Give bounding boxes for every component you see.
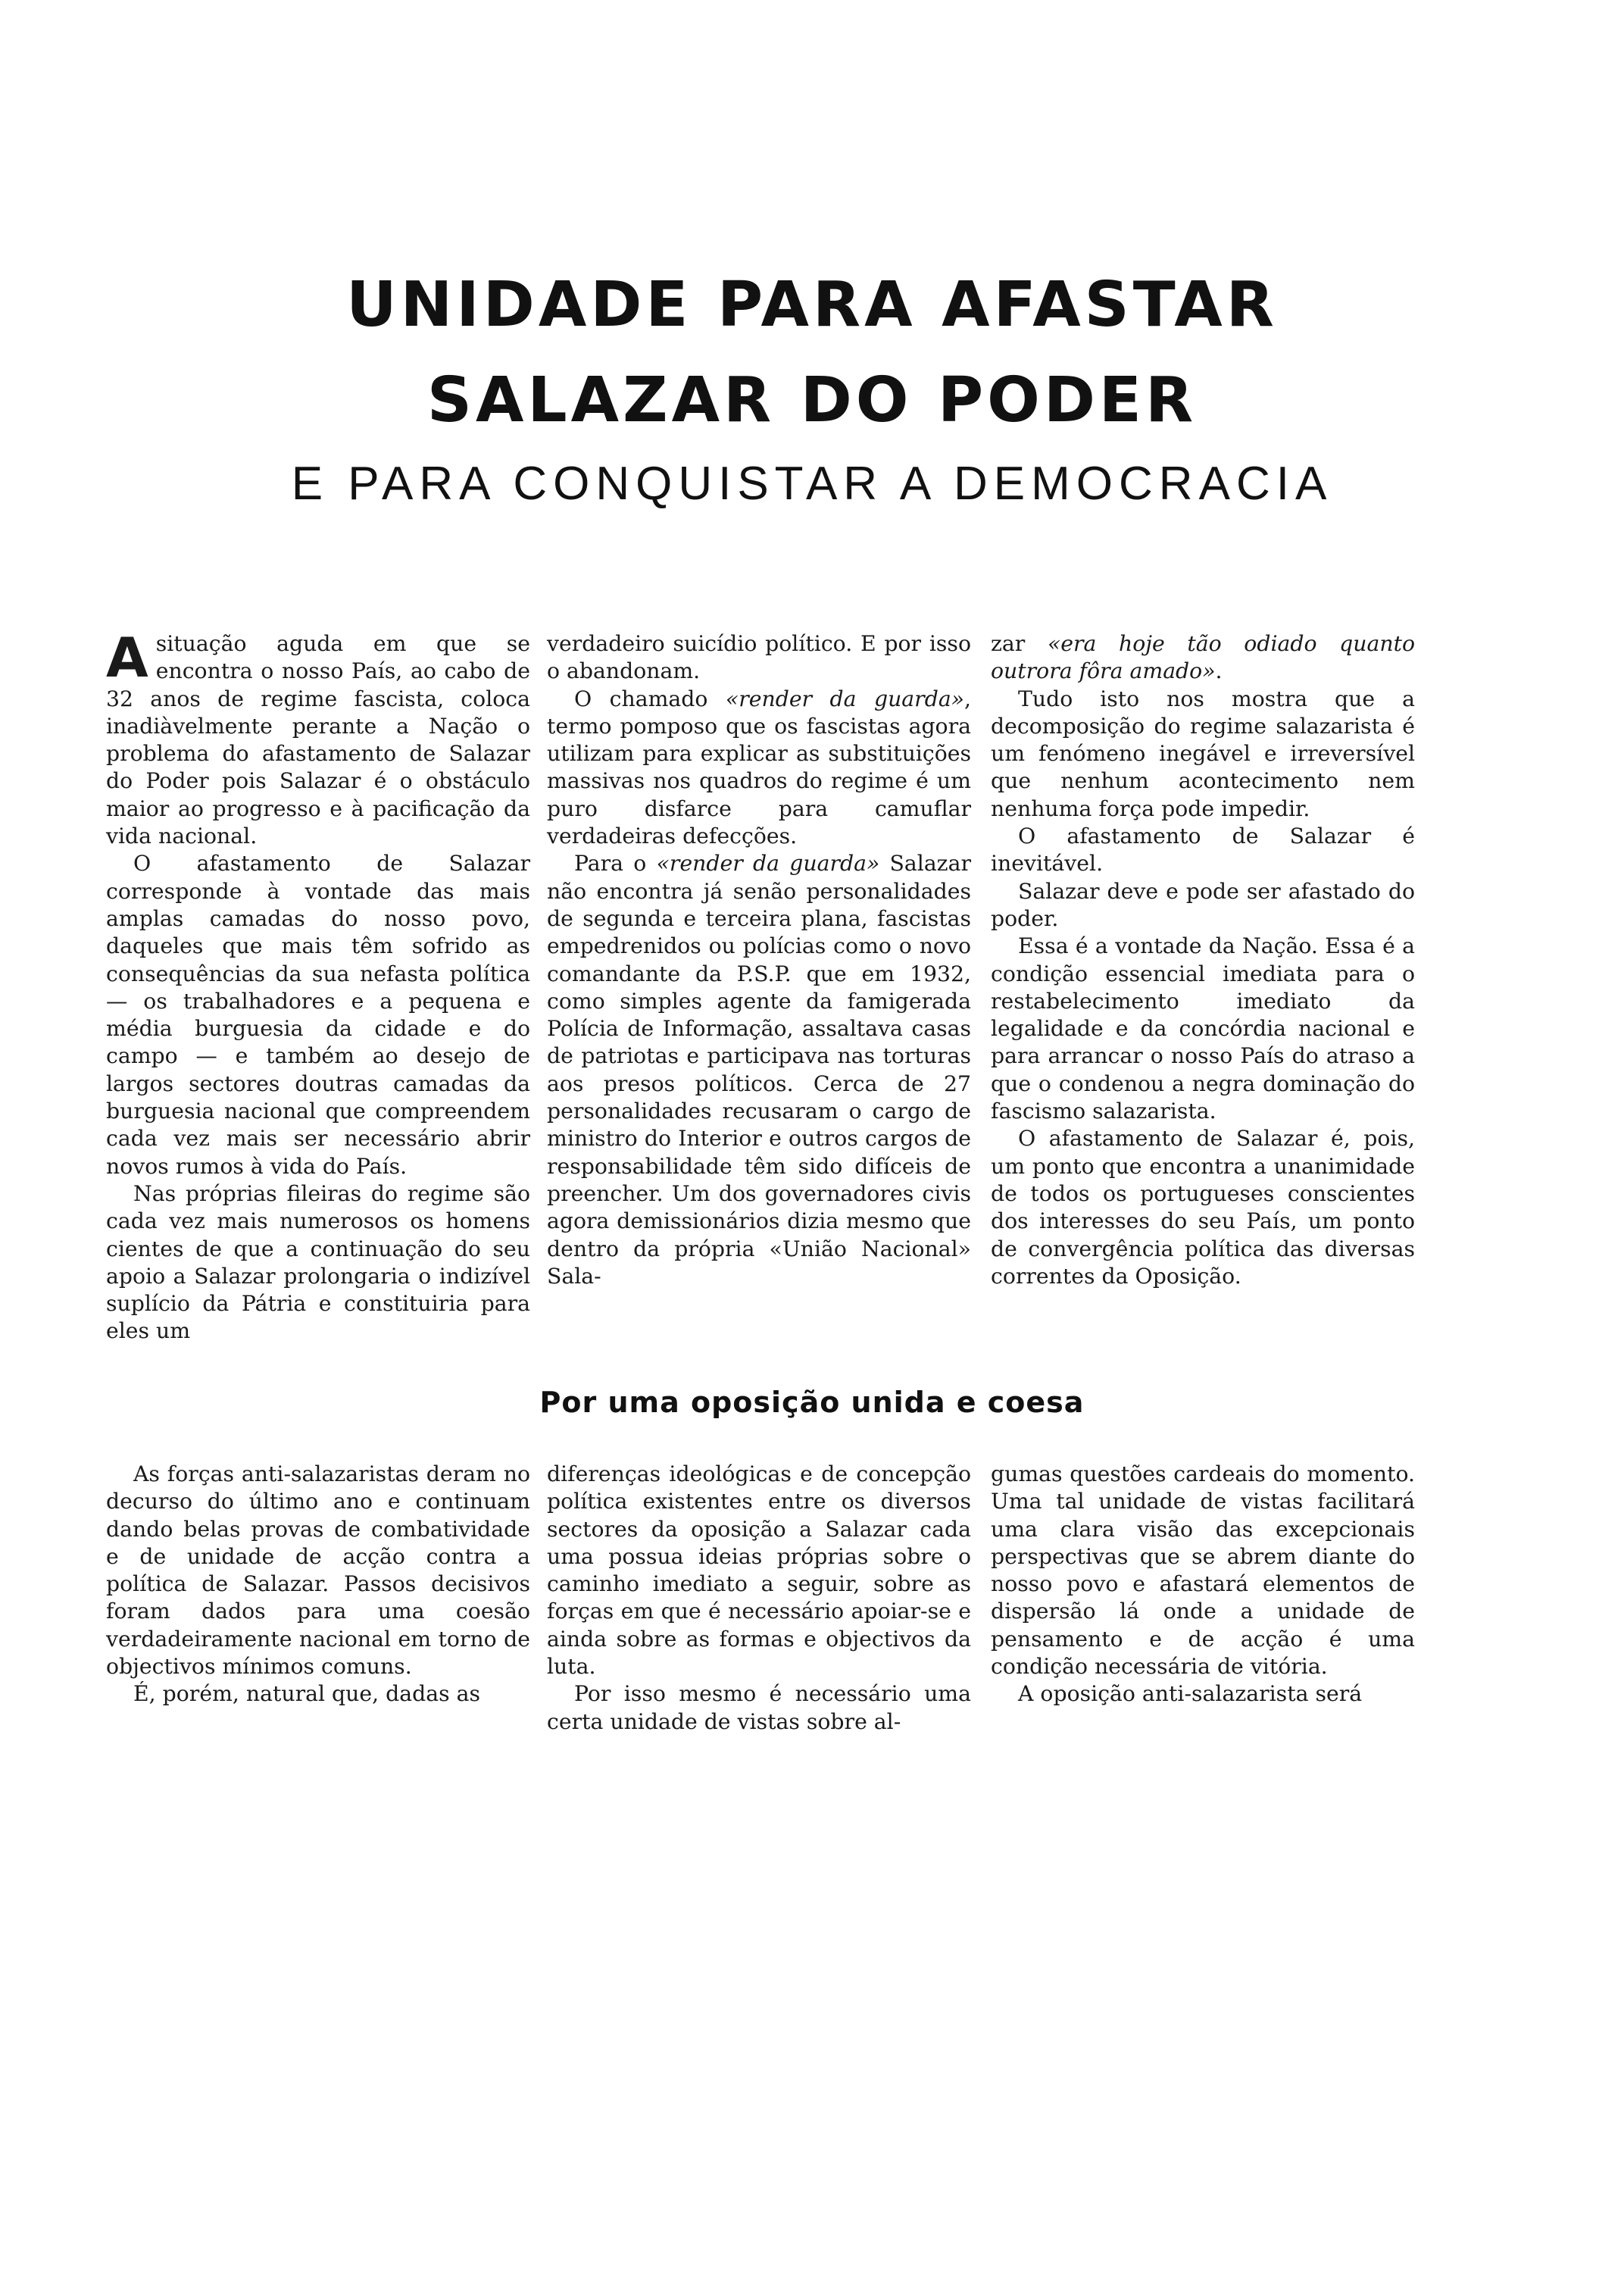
paragraph: Nas próprias fileiras do regime são cada vez mais numerosos os homens cientes de que a continuação do seu apoio a Salazar prolongaria o indizível suplício da Pátria e constituiria para eles um: [106, 1180, 530, 1344]
paragraph: O afastamento de Salazar corresponde à vontade das mais amplas camadas do nosso povo, daqueles que mais têm sofrido as consequências da sua nefasta política — os trabalhadores e a pequena e média burguesia da cidade e do campo — e também ao desejo de largos sectores doutras camadas da burguesia nacional que compreendem cada vez mais ser necessário abrir novos rumos à vida do País.: [106, 851, 530, 1179]
headline-line-3: E PARA CONQUISTAR A DEMOCRACIA: [291, 458, 1333, 510]
paragraph: Salazar deve e pode ser afastado do poder.: [991, 878, 1415, 931]
article-column-3: [991, 630, 1415, 1290]
paragraph: O chamado «render da guarda», termo pomposo que os fascistas agora utilizam para explicar as substituições massivas nos quadros do regime é um puro disfarce para camuflar verdadeiras defecções.: [547, 686, 971, 849]
paragraph: diferenças ideológicas e de concepção política existentes entre os diversos sectores da oposição a Salazar cada uma possua ideias próprias sobre o caminho imediato a seguir, sobre as forças em que é necessário apoiar-se e ainda sobre as formas e objectivos da luta.: [547, 1461, 971, 1680]
paragraph: O afastamento de Salazar é, pois, um ponto que encontra a unanimidade de todos os portugueses conscientes dos interesses do seu País, um ponto de convergência política das diversas correntes da Oposição.: [991, 1126, 1415, 1289]
article-column-4: [106, 1461, 530, 1708]
paragraph: Para o «render da guarda» Salazar não encontra já senão personalidades de segunda e terceira plana, fascistas empedrenidos ou polícias como o novo comandante da P.S.P. que em 1932, como simples agente da famigerada Polícia de Informação, assaltava casas de patriotas e participava nas torturas aos presos políticos. Cerca de 27 personalidades recusaram o cargo de ministro do Interior e outros cargos de responsabilidade têm sido difíceis de preencher. Um dos governadores civis agora demissionários dizia mesmo que dentro da própria «União Nacional» Sala-: [547, 851, 971, 1289]
paragraph: É, porém, natural que, dadas as: [133, 1681, 480, 1707]
article-column-1: [106, 626, 530, 1346]
paragraph: As forças anti-salazaristas deram no decurso do último ano e continuam dando belas provas de combatividade e de unidade de acção contra a política de Salazar. Passos decisivos foram dados para uma coesão verdadeiramente nacional em torno de objectivos mínimos comuns.: [106, 1461, 530, 1680]
paragraph: situação aguda em que se encontra o nosso País, ao cabo de 32 anos de regime fascista, coloca inadiàvelmente perante a Nação o problema do afastamento de Salazar do Poder pois Salazar é o obstáculo maior ao progresso e à pacificação da vida nacional.: [106, 631, 530, 849]
paragraph: A oposição anti-salazarista será: [1018, 1681, 1363, 1707]
quote-render-da-guarda: «render da guarda»: [656, 851, 880, 877]
paragraph: Tudo isto nos mostra que a decomposição do regime salazarista é um fenómeno inegável e irreversível que nenhum acontecimento nem nenhuma força pode impedir.: [991, 686, 1415, 821]
article-column-2: [547, 630, 971, 1290]
section-subheading: Por uma oposição unida e coesa: [539, 1386, 1085, 1419]
quote-odiado: «era hoje tão odiado quanto outrora fôra amado»: [991, 631, 1415, 684]
paragraph: Essa é a vontade da Nação. Essa é a condição essencial imediata para o restabelecimento imediato da legalidade e da concórdia nacional e para arrancar o nosso País do atraso a que o condenou a negra dominação do fascismo salazarista.: [991, 933, 1415, 1124]
paragraph: verdadeiro suicídio político. E por isso o abandonam.: [547, 631, 971, 684]
drop-cap: A: [106, 626, 148, 689]
paragraph: Por isso mesmo é necessário uma certa unidade de vistas sobre al-: [547, 1681, 971, 1734]
paragraph: gumas questões cardeais do momento. Uma tal unidade de vistas facilitará uma clara visão das excepcionais perspectivas que se abrem diante do nosso povo e afastará elementos de dispersão lá onde a unidade de pensamento e de acção é uma condição necessária de vitória.: [991, 1461, 1415, 1680]
article-column-6: [991, 1461, 1415, 1708]
quote-render-da-guarda: «render da guarda»: [725, 686, 964, 711]
paragraph: O afastamento de Salazar é inevitável.: [991, 824, 1415, 877]
headline-line-1: UNIDADE PARA AFASTAR: [346, 269, 1278, 341]
paragraph: zar «era hoje tão odiado quanto outrora fôra amado».: [991, 631, 1415, 684]
article-column-5: [547, 1461, 971, 1736]
headline-line-2: SALAZAR DO PODER: [426, 364, 1198, 436]
